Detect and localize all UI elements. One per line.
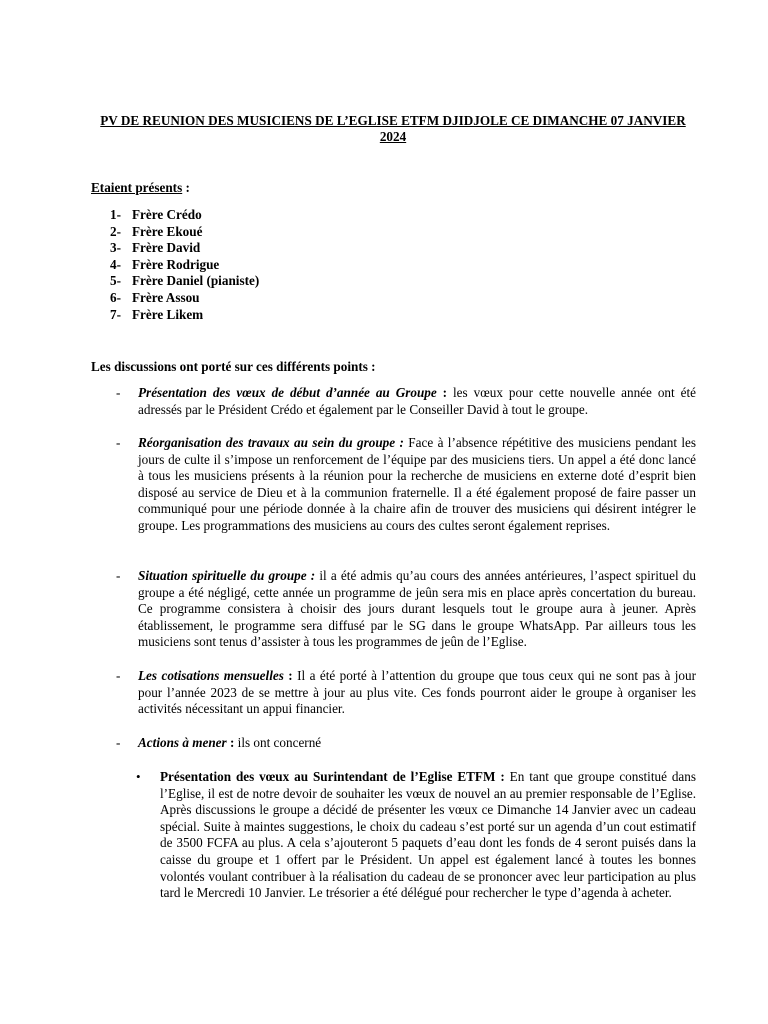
document-title: PV DE REUNION DES MUSICIENS DE L’EGLISE ETFM DJIDJOLE CE DIMANCHE 07 JANVIER 2024 <box>100 113 686 144</box>
list-item <box>110 307 259 324</box>
member-name: Frère David <box>132 240 201 256</box>
sub-point-body: En tant que groupe constitué dans l’Eglise, il est de notre devoir de souhaiter les vœux de nouvel an au premier responsable de l’Eglise. Après discussions le groupe a décidé de présenter les vœux ce Dimanche 14 Janvier avec un cadeau spécial. Suite à maintes suggestions, le choix du cadeau s’est porté sur un agenda d’un cout estimatif de 3500 FCFA au plus. A cela s’ajouteront 5 paquets d’eau dont les fonds de 4 seront puisés dans la caisse du groupe et 1 offert par le Président. Un appel est également lancé à toutes les bonnes volontés voulant contribuer à la réalisation du cadeau de se prononcer avec leur participation au plus tard le Mercredi 10 Janvier. Le trésorier a été délégué pour rechercher le type d’agenda à acheter. <box>160 769 697 901</box>
point-body: Face à l’absence répétitive des musiciens pendant les jours de culte il s’impose un renforcement de l’équipe par des musiciens tiers. Un appel a été donc lancé à tous les musiciens présents à la réunion pour la recherche de musiciens en externe doté d’esprit bien disposé au service de Dieu et à la communion fraternelle. Il a été également proposé de faire passer un communiqué pour une période donnée à la chaire afin de trouver des musiciens qui désirent intégrer le groupe. Les programmations des musiciens au cours des cultes seront également reprises. <box>138 435 697 533</box>
point-text <box>138 385 696 418</box>
point-body: ils ont concerné <box>237 735 322 750</box>
point-text <box>138 435 696 535</box>
list-item <box>110 240 259 257</box>
discussion-point-reorganisation <box>116 435 696 535</box>
bullet-marker: • <box>136 769 141 784</box>
point-lead: Actions à mener <box>138 735 227 750</box>
list-number: 6- <box>110 289 121 305</box>
dash-marker: - <box>116 568 121 583</box>
list-number: 2- <box>110 223 121 239</box>
member-name: Frère Crédo <box>132 207 202 222</box>
present-label: Etaient présents <box>91 180 183 195</box>
point-separator: : <box>226 735 238 750</box>
discussion-point-cotisations <box>116 668 696 718</box>
sub-point-text <box>160 769 696 902</box>
point-body: les vœux pour cette nouvelle année ont été adressés par le Président Crédo et également par le Conseiller David à tout le groupe. <box>138 385 696 417</box>
list-item <box>110 290 259 307</box>
member-name: Frère Rodrigue <box>132 256 220 272</box>
list-number: 5- <box>110 273 121 289</box>
list-item <box>110 273 259 290</box>
list-number: 3- <box>110 240 121 256</box>
list-number: 4- <box>110 256 121 272</box>
point-body: Il a été porté à l’attention du groupe que tous ceux qui ne sont pas à jour pour l’année 2023 de se mettre à jour au plus vite. Ces fonds pourront aider le groupe à organiser les activités nécessitant un appui financier. <box>138 668 696 717</box>
dash-marker: - <box>116 435 121 450</box>
discussion-point-actions <box>116 735 696 752</box>
dash-marker: - <box>116 668 121 683</box>
discussion-point-spirituel <box>116 568 696 651</box>
point-separator: : <box>436 385 454 400</box>
dash-marker: - <box>116 735 121 750</box>
discussion-point-voeux <box>116 385 696 418</box>
point-separator: : <box>283 668 298 683</box>
point-lead: Situation spirituelle du groupe : <box>138 568 316 583</box>
point-lead: Réorganisation des travaux au sein du groupe : <box>138 435 404 450</box>
point-text <box>138 568 696 651</box>
point-text <box>138 735 696 752</box>
member-name: Frère Ekoué <box>132 223 203 239</box>
present-colon: : <box>182 180 190 195</box>
point-text <box>138 668 696 718</box>
point-body: il a été admis qu’au cours des années antérieures, l’aspect spirituel du groupe a été négligé, cette année un programme de jeûn sera mis en place après concertation du bureau. Ce programme consistera à choisir des jours durant lesquels tout le groupe aura à jeuner. Après établissement, le programme sera diffusé par le SG dans le groupe WhatsApp. Par ailleurs tous les musiciens sont tenus d’assister à tous les programmes de jeûn de l’Eglise. <box>138 568 696 650</box>
sub-point-voeux-surintendant <box>136 769 696 902</box>
point-lead: Présentation des vœux de début d’année au Groupe <box>138 385 437 400</box>
member-name: Frère Assou <box>132 289 200 305</box>
list-number: 7- <box>110 306 121 322</box>
list-number: 1- <box>110 207 121 222</box>
list-item <box>110 224 259 241</box>
discussions-heading: Les discussions ont porté sur ces différents points : <box>91 359 376 374</box>
sub-point-lead: Présentation des vœux au Surintendant de l’Eglise ETFM : <box>160 769 505 784</box>
present-members-list <box>110 207 259 323</box>
list-item <box>110 257 259 274</box>
member-name: Frère Daniel (pianiste) <box>132 273 260 289</box>
present-heading <box>91 180 190 197</box>
dash-marker: - <box>116 385 121 400</box>
point-lead: Les cotisations mensuelles <box>138 668 284 683</box>
list-item <box>110 207 259 224</box>
member-name: Frère Likem <box>132 306 204 322</box>
